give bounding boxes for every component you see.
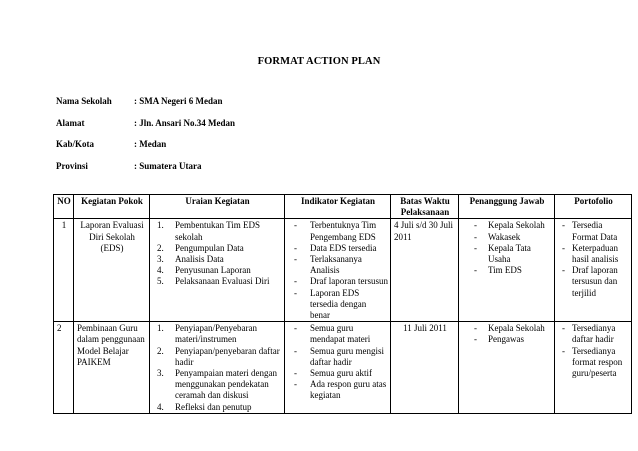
- row-batas: 11 Juli 2011: [391, 322, 459, 414]
- school-info: [56, 96, 235, 182]
- list-item: 3. Analisis Data: [157, 254, 224, 265]
- info-label: Provinsi: [56, 160, 88, 171]
- info-row-alamat: [56, 118, 235, 140]
- info-label: Nama Sekolah: [56, 96, 112, 106]
- header-uraian: Uraian Kegiatan: [150, 195, 285, 219]
- action-plan-table: [53, 194, 632, 414]
- row-penanggung: [459, 219, 555, 322]
- row-uraian: [150, 322, 285, 414]
- list-item: - Kepala Tata Usaha: [474, 242, 531, 265]
- list-item: - Tersedia Format Data: [562, 220, 618, 242]
- list-item: - Tersedianya daftar hadir: [562, 323, 616, 345]
- list-item: - Draf laporan tersusun dan terjilid: [562, 265, 618, 298]
- header-batas: Batas Waktu Pelaksanaan: [391, 195, 459, 219]
- list-item: 2. Penyiapan/penyebaran daftar hadir: [157, 345, 280, 367]
- list-item: - Kepala Sekolah: [474, 323, 545, 334]
- list-item: - Semua guru mendapat materi: [294, 323, 371, 345]
- page-title: FORMAT ACTION PLAN: [257, 56, 381, 67]
- info-row-provinsi: [56, 161, 235, 183]
- list-item: - Pengawas: [474, 334, 524, 345]
- header-portofolio: Portofolio: [555, 195, 632, 219]
- list-item: - Terlaksananya Analisis: [294, 254, 362, 276]
- list-item: - Draf laporan tersusun: [294, 276, 388, 287]
- info-value: : SMA Negeri 6 Medan: [134, 96, 223, 106]
- row-indikator: [285, 219, 391, 322]
- info-value: : Medan: [134, 139, 167, 149]
- header-kegiatan: Kegiatan Pokok: [74, 195, 150, 219]
- info-row-kab-kota: [56, 139, 235, 161]
- row-no: 1: [54, 219, 74, 322]
- list-item: - Kepala Sekolah: [474, 220, 545, 231]
- header-penanggung: Penanggung Jawab: [459, 195, 555, 219]
- table-row: [54, 322, 632, 414]
- list-item: - Keterpaduan hasil analisis: [562, 242, 619, 265]
- list-item: 2. Pengumpulan Data: [157, 242, 244, 253]
- list-item: - Laporan EDS tersedia dengan benar: [294, 287, 367, 321]
- row-kegiatan: Laporan Evaluasi Diri Sekolah (EDS): [74, 219, 150, 322]
- list-item: 1. Pembentukan Tim EDS sekolah: [157, 220, 261, 242]
- row-no: 2: [54, 322, 74, 414]
- list-item: - Semua guru aktif: [294, 368, 372, 379]
- list-item: 3. Penyampaian materi dengan menggunakan pendekatan ceramah dan diskusi: [157, 368, 277, 401]
- list-item: - Tersedianya format respon guru/peserta: [562, 345, 623, 379]
- list-item: - Data EDS tersedia: [294, 242, 377, 253]
- table-header-row: [54, 195, 632, 219]
- row-kegiatan: Pembinaan Guru dalam penggunaan Model Belajar PAIKEM: [74, 322, 150, 414]
- row-indikator: [285, 322, 391, 414]
- table-row: [54, 219, 632, 322]
- list-item: - Terbentuknya Tim Pengembang EDS: [294, 220, 377, 242]
- row-batas: 4 Juli s/d 30 Juli 2011: [391, 219, 459, 322]
- list-item: - Tim EDS: [474, 265, 522, 276]
- header-indikator: Indikator Kegiatan: [285, 195, 391, 219]
- info-label: Alamat: [56, 117, 85, 128]
- info-value: : Jln. Ansari No.34 Medan: [134, 117, 236, 128]
- list-item: 4. Penyusunan Laporan: [157, 265, 251, 276]
- info-label: Kab/Kota: [56, 139, 95, 149]
- row-portofolio: [555, 219, 632, 322]
- header-no: NO: [54, 195, 74, 219]
- list-item: - Wakasek: [474, 231, 521, 242]
- row-portofolio: [555, 322, 632, 414]
- list-item: 1. Penyiapan/Penyebaran materi/instrumen: [157, 323, 257, 345]
- row-penanggung: [459, 322, 555, 414]
- row-uraian: [150, 219, 285, 322]
- list-item: 4. Refleksi dan penutup: [157, 401, 252, 412]
- info-value: : Sumatera Utara: [134, 160, 202, 171]
- info-row-nama-sekolah: [56, 96, 235, 118]
- list-item: - Ada respon guru atas kegiatan: [294, 379, 387, 401]
- list-item: 5. Pelaksanaan Evaluasi Diri: [157, 276, 270, 287]
- list-item: - Semua guru mengisi daftar hadir: [294, 345, 384, 367]
